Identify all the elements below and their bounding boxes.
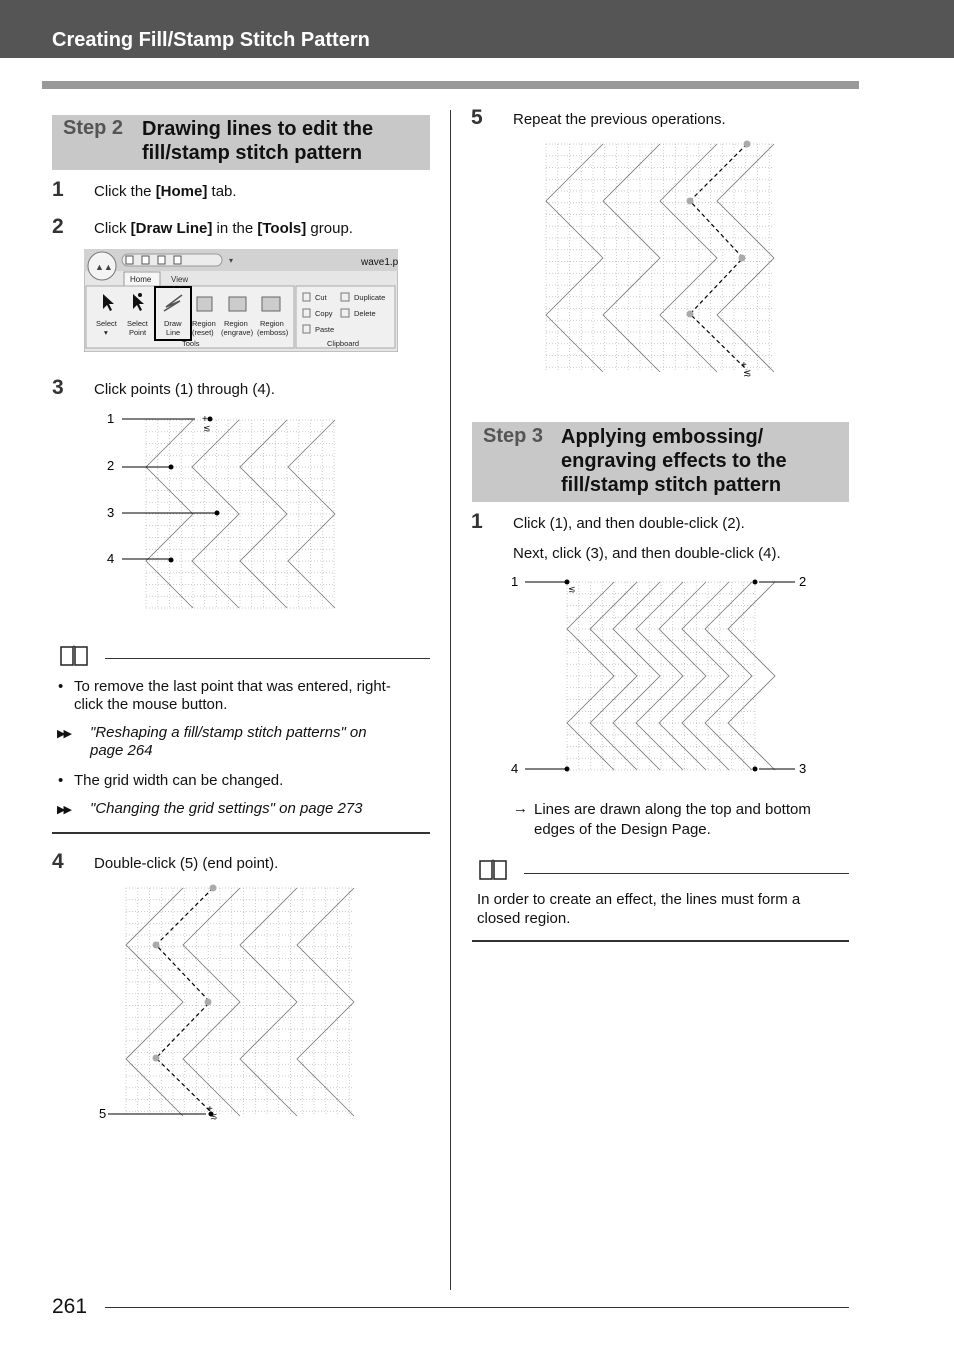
step2-item3-number: 3 [52,376,64,399]
svg-text:Region: Region [192,319,216,328]
page-header-title: Creating Fill/Stamp Stitch Pattern [52,29,370,51]
step3-result-text: Lines are drawn along the top and bottom edges of the Design Page. [534,801,811,838]
step3-item1-text2: Next, click (3), and then double-click (4). [513,545,781,562]
note1-ref2-link[interactable]: "Changing the grid settings" on page 273 [90,800,363,817]
result-arrow-icon: → [513,800,528,817]
step3-item1-number: 1 [471,510,483,533]
ribbon-file-title: wave1.p [361,257,398,268]
svg-text:Clipboard: Clipboard [327,339,360,348]
svg-text:+: + [207,1104,213,1115]
svg-text:Cut: Cut [315,293,327,302]
svg-text:≲: ≲ [210,1111,218,1121]
note1-ref1-link[interactable]: "Reshaping a fill/stamp stitch patterns" on page 264 [90,724,367,759]
region-engrave-icon [229,297,246,311]
svg-text:Select: Select [127,319,148,328]
step5-text: Repeat the previous operations. [513,111,726,128]
wave-line [126,888,183,1116]
svg-text:4: 4 [511,761,519,776]
svg-text:Copy: Copy [315,309,333,318]
step3-title-line1: Applying embossing/ [561,426,764,448]
svg-text:(reset): (reset) [192,328,214,337]
svg-text:2: 2 [799,574,807,589]
step2-item4-number: 4 [52,850,64,873]
figure-click-points [100,410,340,610]
svg-text:▾: ▾ [229,256,234,265]
svg-text:▾: ▾ [104,328,108,337]
step2-item2-text: Click [Draw Line] in the [Tools] group. [94,220,353,237]
step2-item2-number: 2 [52,215,64,238]
svg-text:Select: Select [96,319,117,328]
step3-label: Step 3 [483,425,544,447]
reference-arrow-icon: ▶▶ [57,728,70,740]
step2-item4-text: Double-click (5) (end point). [94,855,279,872]
svg-text:Delete: Delete [354,309,376,318]
note1-bullet1: To remove the last point that was entered, right- click the mouse button. [74,678,391,713]
region-reset-icon [197,297,212,311]
column-separator [450,110,451,1290]
svg-text:Tools: Tools [182,339,200,348]
svg-text:Line: Line [166,328,181,337]
svg-text:+: + [202,414,208,425]
svg-text:(engrave): (engrave) [221,328,254,337]
page-number: 261 [52,1295,88,1318]
memo-book-icon [478,857,508,881]
wave-line [240,888,297,1116]
svg-text:+: + [741,360,747,371]
figure-repeat [545,140,780,380]
step3-title-line2: engraving effects to the [561,450,787,472]
svg-text:Point: Point [129,328,147,337]
region-emboss-icon [262,297,280,311]
step2-item3-text: Click points (1) through (4). [94,381,275,398]
svg-text:3: 3 [799,761,807,776]
svg-text:≲: ≲ [203,423,211,433]
figure-end-point [90,882,360,1122]
svg-text:≲: ≲ [568,584,576,594]
tab-home-label: Home [130,275,152,284]
step2-title-line2: fill/stamp stitch pattern [142,142,363,164]
step2-title-line1: Drawing lines to edit the [142,118,374,140]
svg-text:Duplicate: Duplicate [354,293,386,302]
svg-text:3: 3 [107,505,115,520]
svg-text:1: 1 [511,574,519,589]
reference-arrow-icon: ▶▶ [57,804,70,816]
svg-text:Draw: Draw [164,319,182,328]
header-rule [42,81,859,89]
memo-book-icon [59,643,89,667]
wave-line [546,144,603,372]
ribbon-screenshot [84,249,398,352]
svg-text:5: 5 [99,1106,107,1121]
note2-text: In order to create an effect, the lines must form a closed region. [477,891,801,927]
svg-text:2: 2 [107,458,115,473]
svg-text:▲▲: ▲▲ [95,262,113,272]
step2-item1-text: Click the [Home] tab. [94,183,237,200]
step3-item1-text: Click (1), and then double-click (2). [513,515,745,532]
step3-title-line3: fill/stamp stitch pattern [561,474,782,496]
figure-apply-effect [505,570,815,780]
svg-text:Paste: Paste [315,325,335,334]
note1-bullet2: The grid width can be changed. [74,772,284,789]
tab-view-label: View [171,275,189,284]
step2-item1-number: 1 [52,178,64,201]
svg-text:4: 4 [107,551,115,566]
wave-line [660,144,717,372]
step5-number: 5 [471,106,483,129]
svg-text:Region: Region [260,319,284,328]
svg-text:1: 1 [107,411,115,426]
svg-text:≲: ≲ [743,368,752,379]
step2-label: Step 2 [63,117,124,139]
svg-text:(emboss): (emboss) [257,328,289,337]
svg-text:Region: Region [224,319,248,328]
